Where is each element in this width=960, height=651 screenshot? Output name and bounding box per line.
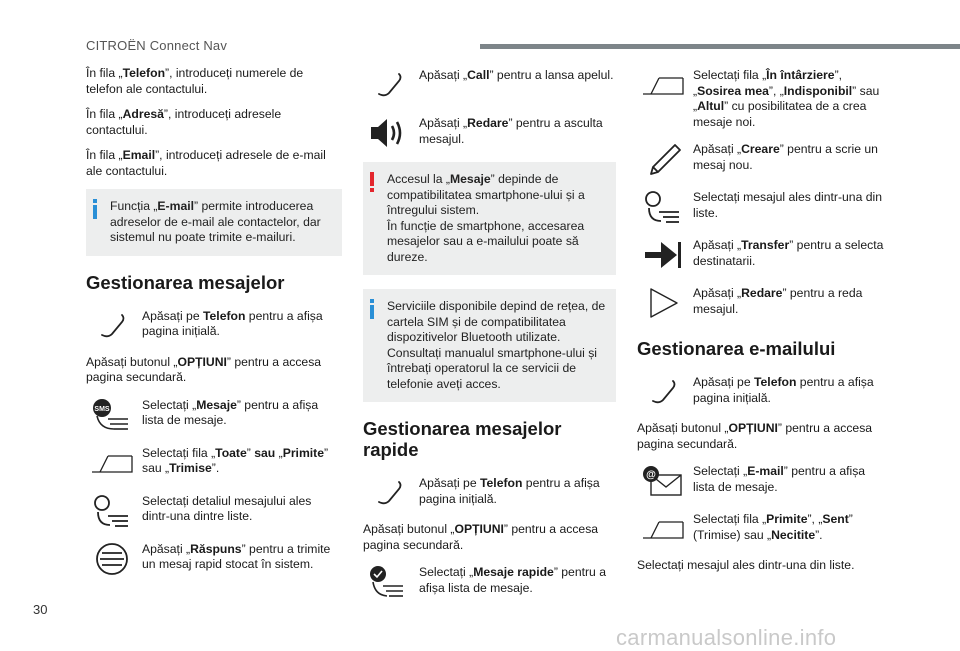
section-heading-email: Gestionarea e-mailului xyxy=(637,338,836,359)
phone-handset-icon xyxy=(365,66,413,104)
paragraph-address-tab: În fila „Adresă”, introduceți adresele contactului. xyxy=(86,107,282,137)
document-header-title: CITROËN Connect Nav xyxy=(86,38,228,53)
play-icon xyxy=(639,284,687,322)
info-icon xyxy=(367,299,379,319)
email-envelope-icon xyxy=(639,462,687,500)
header-divider-bar xyxy=(480,44,960,49)
instruction-message-detail: Selectați detaliul mesajului ales dintr-una dintre liste. xyxy=(86,492,342,530)
instruction-play: Apăsați „Redare” pentru a reda mesajul. xyxy=(637,284,890,322)
instruction-messages: SMS Selectați „Mesaje” pentru a afișa lista de mesaje. xyxy=(86,396,342,434)
message-detail-icon xyxy=(88,492,136,530)
instruction-quick-messages: Selectați „Mesaje rapide” pentru a afișa lista de mesaje. xyxy=(363,563,616,601)
info-note-services xyxy=(363,289,616,402)
instruction-phone: Apăsați pe Telefon pentru a afișa pagina inițială. xyxy=(86,307,342,345)
quick-message-list-icon xyxy=(365,563,413,601)
info-icon xyxy=(90,199,102,219)
section-heading-messages: Gestionarea mesajelor xyxy=(86,271,285,293)
page-number: 30 xyxy=(33,602,48,617)
tab-selector-icon xyxy=(639,510,687,548)
paragraph-options-button: Apăsați butonul „OPȚIUNI” pentru a accesa pagina secundară. xyxy=(86,354,322,384)
warning-note-messages xyxy=(363,162,616,275)
column-right xyxy=(637,66,890,584)
paragraph-phone-tab: În fila „Telefon”, introduceți numerele de telefon ale contactului. xyxy=(86,66,304,96)
phone-handset-icon xyxy=(88,307,136,345)
tab-selector-icon xyxy=(639,66,687,104)
instruction-transfer: Apăsați „Transfer” pentru a selecta destinatarii. xyxy=(637,236,890,274)
warning-exclamation-icon xyxy=(367,172,379,192)
info-note-text: Funcția „E-mail” permite introducerea adreselor de e-mail ale contactelor, dar sistemul nu poate trimite e-mailuri. xyxy=(110,199,321,244)
section-heading-quick-messages: Gestionarea mesajelor rapide xyxy=(363,418,562,460)
svg-text:SMS: SMS xyxy=(94,405,110,413)
instruction-call: Apăsați „Call” pentru a lansa apelul. xyxy=(363,66,616,104)
paragraph-options-button: Apăsați butonul „OPȚIUNI” pentru a accesa pagina secundară. xyxy=(363,522,599,552)
phone-handset-icon xyxy=(639,373,687,411)
paragraph-options-button: Apăsați butonul „OPȚIUNI” pentru a accesa pagina secundară. xyxy=(637,421,873,451)
instruction-listen: Apăsați „Redare” pentru a asculta mesajul. xyxy=(363,114,616,152)
quick-reply-icon xyxy=(88,540,136,578)
warning-note-text: Accesul la „Mesaje” depinde de compatibilitatea smartphone-ului și a întregului sistem. În funcție de smartphone, accesarea mesajelor sau a e-mailului poate să dureze. xyxy=(387,172,585,264)
instruction-create: Apăsați „Creare” pentru a scrie un mesaj nou. xyxy=(637,140,890,178)
instruction-email: @ Selectați „E-mail” pentru a afișa lista de mesaje. xyxy=(637,462,890,500)
instruction-tabs: Selectați fila „Toate” sau „Primite” sau „Trimise”. xyxy=(86,444,342,482)
watermark-text: carmanualsonline.info xyxy=(616,625,837,650)
svg-text:@: @ xyxy=(646,469,656,481)
phone-handset-icon xyxy=(365,474,413,512)
instruction-select-message: Selectați mesajul ales dintr-una din liste. xyxy=(637,188,890,226)
column-left xyxy=(86,66,342,588)
pencil-icon xyxy=(639,140,687,178)
column-middle xyxy=(363,66,616,611)
info-note-text: Serviciile disponibile depind de rețea, de cartela SIM și de compatibilitatea dispozitivelor Bluetooth utilizate. Consultați manualul smartphone-ului și întrebați operatorul la ce servicii de telefonie aveți acces. xyxy=(387,299,606,391)
speaker-icon xyxy=(365,114,413,152)
sms-list-icon xyxy=(88,396,136,434)
info-note-email xyxy=(86,189,342,256)
paragraph-email-tab: În fila „Email”, introduceți adresele de e-mail ale contactului. xyxy=(86,148,326,178)
transfer-arrow-icon xyxy=(639,236,687,274)
instruction-phone: Apăsați pe Telefon pentru a afișa pagina inițială. xyxy=(363,474,616,512)
instruction-phone: Apăsați pe Telefon pentru a afișa pagina inițială. xyxy=(637,373,890,411)
paragraph-select-email: Selectați mesajul ales dintr-una din liste. xyxy=(637,558,855,572)
message-detail-icon xyxy=(639,188,687,226)
instruction-reply: Apăsați „Răspuns” pentru a trimite un mesaj rapid stocat în sistem. xyxy=(86,540,342,578)
instruction-quick-tabs: Selectați fila „În întârziere”, „Sosirea mea”, „Indisponibil” sau „Altul” cu posibilitatea de a crea mesaje noi. xyxy=(637,66,890,130)
tab-selector-icon xyxy=(88,444,136,482)
instruction-email-tabs: Selectați fila „Primite”, „Sent” (Trimise) sau „Necitite”. xyxy=(637,510,890,548)
